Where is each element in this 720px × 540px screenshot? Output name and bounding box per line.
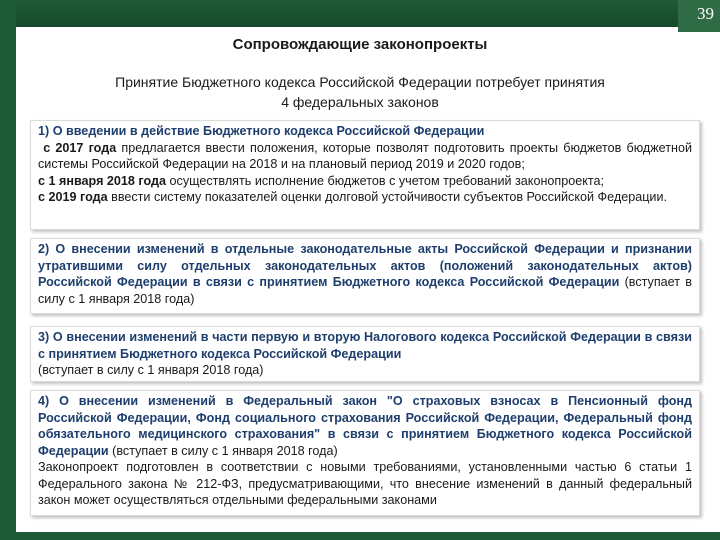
slide-title: Сопровождающие законопроекты <box>232 36 488 53</box>
bill-1-text-1: предлагается ввести положения, которые позволят подготовить проекты бюджетов бюджетной системы Российской Федерации на 2018 и на плановый период 2019 и 2020 годов; <box>38 140 693 171</box>
bill-1-date-2: с 1 января 2018 года <box>38 173 167 188</box>
bill-4-effective-date: (вступает в силу с 1 января 2018 года) <box>108 443 338 458</box>
bill-1-date-1: с 2017 года <box>43 140 117 155</box>
slide-subtitle <box>60 72 660 112</box>
bill-1-text-3: ввести систему показателей оценки долговой устойчивости субъектов Российской Федерации. <box>107 190 667 204</box>
bill-1-text-2: осуществлять исполнение бюджетов с учетом требований законопроекта; <box>166 173 605 188</box>
bill-4-para-2: Законопроект подготовлен в соответствии с новыми требованиями, установленными частью 6 статьи 1 Федерального закона № 212-ФЗ, предусматривающими, что внесение изменений в данный федеральный закон может осуществляться отдельными федеральными законами <box>38 460 692 507</box>
bill-4-heading: 4) О внесении изменений в Федеральный закон "О страховых взносах в Пенсионный фонд Российской Федерации, Фонд социального страхования Российской Федерации, Федеральный фонд обязательного медицинского страхования" в связи с принятием Бюджетного кодекса Российской Федерации <box>38 394 692 458</box>
bill-1-para-1 <box>38 140 692 173</box>
bill-4-para-1 <box>38 393 692 459</box>
bill-2-para <box>38 241 692 307</box>
bill-1-box <box>30 120 700 230</box>
bill-3-box <box>30 326 700 382</box>
subtitle-line-1: Принятие Бюджетного кодекса Российской Федерации потребует принятия <box>115 74 605 90</box>
bill-1-date-3: с 2019 года <box>38 190 108 204</box>
top-bar <box>0 0 720 27</box>
page-number-box <box>678 0 720 32</box>
bill-2-effective-date: (вступает в силу с 1 января 2018 года) <box>38 275 692 306</box>
bill-2-box <box>30 238 700 314</box>
bill-4-box <box>30 390 700 516</box>
bill-3-effective-date: (вступает в силу с 1 января 2018 года) <box>38 363 264 377</box>
bill-1-heading: 1) О введении в действие Бюджетного кодекса Российской Федерации <box>38 124 485 138</box>
bottom-bar <box>0 532 720 540</box>
left-bar <box>0 0 16 540</box>
bill-1-para-3 <box>38 189 692 206</box>
bill-2-heading: 2) О внесении изменений в отдельные законодательные акты Российской Федерации и признании утратившими силу отдельных законодательных актов (положений законодательных актов) Российской Федерации в связи с принятием Бюджетного кодекса Российской Федерации <box>38 242 692 289</box>
subtitle-line-2: 4 федеральных законов <box>281 94 439 110</box>
bill-1-para-2 <box>38 173 692 190</box>
page-number: 39 <box>697 4 714 23</box>
bill-3-heading: 3) О внесении изменений в части первую и вторую Налогового кодекса Российской Федерации в связи с принятием Бюджетного кодекса Российской Федерации <box>38 330 692 361</box>
